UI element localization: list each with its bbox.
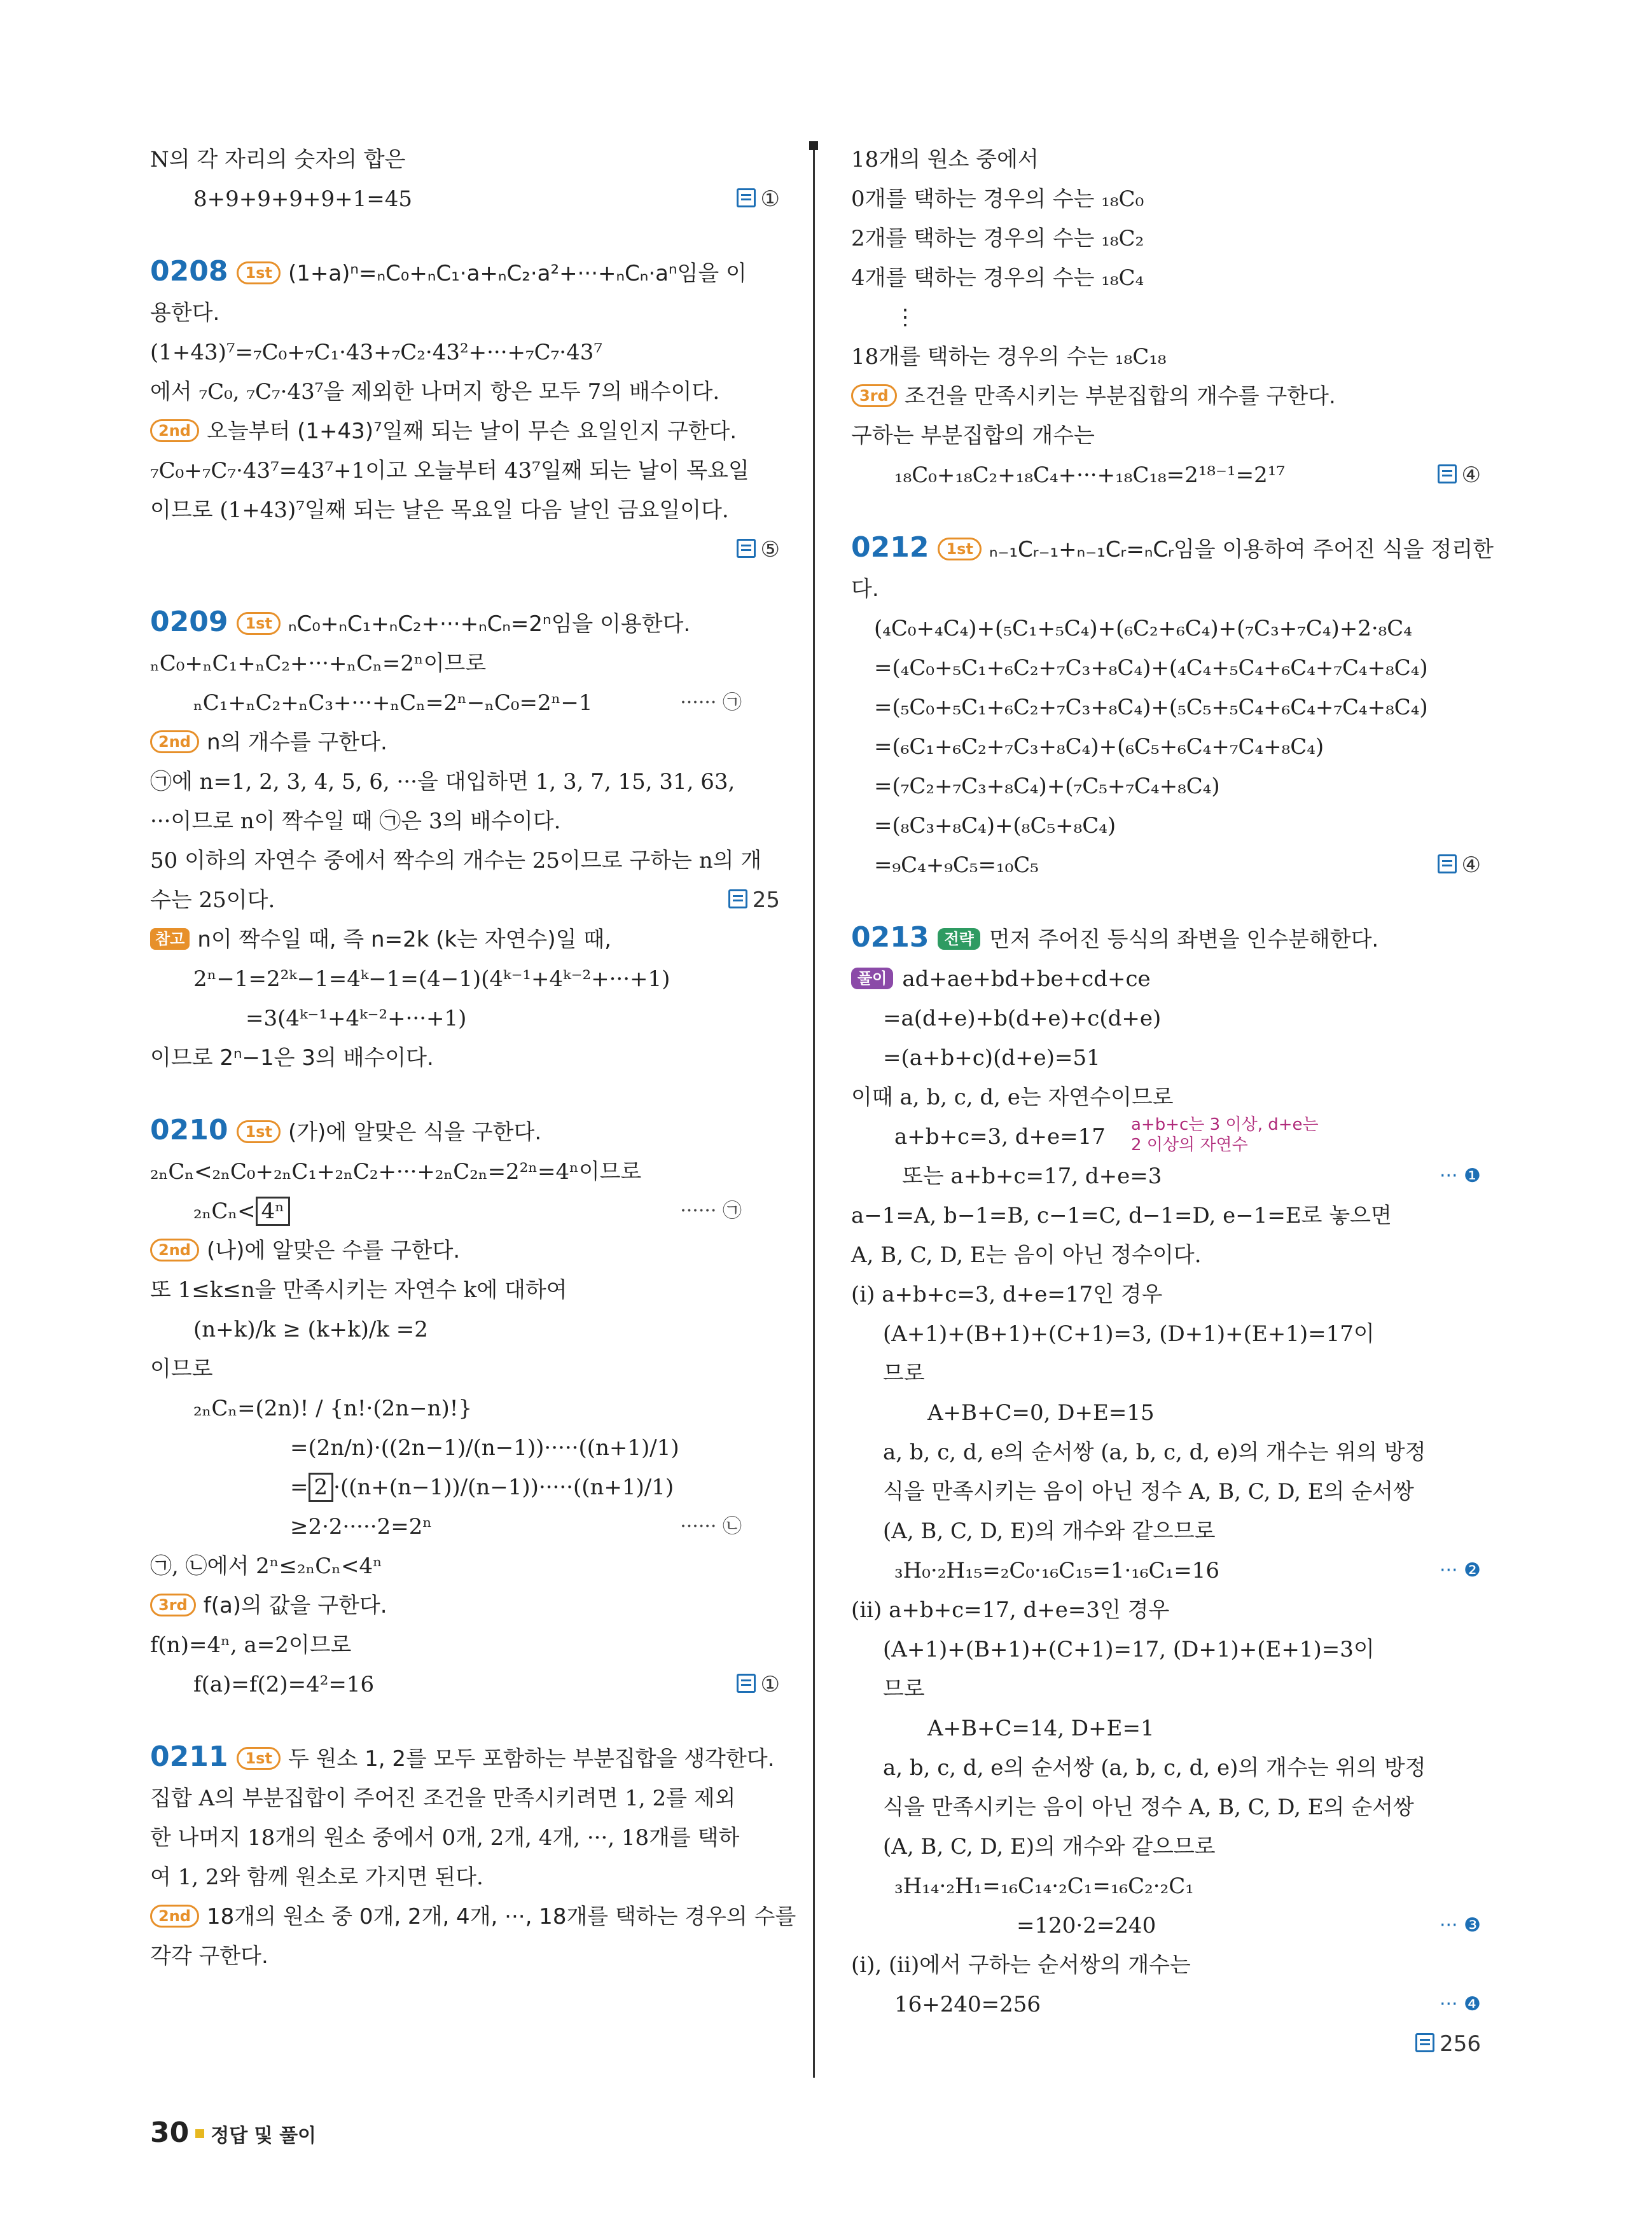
step-badge: 1st <box>237 1747 280 1770</box>
problem-number: 0212 <box>851 531 929 564</box>
text-line: N의 각 자리의 숫자의 합은 <box>150 147 406 172</box>
problem-header <box>150 1111 780 1152</box>
equation-label: ······ ㉠ <box>680 1200 742 1222</box>
equation-line: f(n)=4ⁿ, a=2이므로 <box>150 1632 352 1658</box>
step-hint: ₙC₀+ₙC₁+ₙC₂+···+ₙCₙ=2ⁿ임을 이용한다. <box>288 611 691 637</box>
answer-value: 25 <box>752 887 780 913</box>
problem-number: 0213 <box>851 921 929 954</box>
page-footer <box>150 2113 316 2156</box>
note-text: n이 짝수일 때, 즉 n=2k (k는 자연수)일 때, <box>197 927 611 952</box>
problem-0211 <box>150 1737 796 1976</box>
annotation-text: 2 이상의 자연수 <box>1131 1136 1248 1155</box>
equation-line: =(₅C₀+₅C₁+₆C₂+₇C₃+₈C₄)+(₅C₅+₅C₄+₆C₄+₇C₄+₈C₄) <box>874 695 1428 720</box>
equation: = <box>290 1475 309 1500</box>
equation-line: A+B+C=0, D+E=15 <box>927 1400 1155 1426</box>
step-badge: 1st <box>237 612 280 635</box>
text-line: 므로 <box>883 1361 925 1386</box>
problem-0213 <box>851 918 1481 2064</box>
text-line: 에서 ₇C₀, ₇C₇·43⁷을 제외한 나머지 항은 모두 7의 배수이다. <box>150 379 720 405</box>
equation-label: ······ ㉡ <box>680 1515 742 1538</box>
equation-line <box>851 845 1481 885</box>
step-badge: 2nd <box>150 1239 199 1261</box>
column-divider <box>813 145 815 2078</box>
equation-line <box>150 179 780 219</box>
equation-line: =a(d+e)+b(d+e)+c(d+e) <box>883 1006 1162 1031</box>
problem-header <box>150 1737 780 1779</box>
equation-line: =(a+b+c)(d+e)=51 <box>883 1045 1100 1071</box>
text-line: 이므로 (1+43)⁷일째 되는 날은 목요일 다음 날인 금요일이다. <box>150 497 729 523</box>
problem-header <box>150 252 780 293</box>
text-line: ㉠에 n=1, 2, 3, 4, 5, 6, ···을 대입하면 1, 3, 7, 15, 31, 63, <box>150 769 735 795</box>
text-line: 식을 만족시키는 음이 아닌 정수 A, B, C, D, E의 순서쌍 <box>883 1479 1414 1505</box>
answer-mark <box>1415 2024 1481 2064</box>
step-line <box>150 723 780 762</box>
equation: a+b+c=3, d+e=17 <box>894 1124 1106 1150</box>
text-line: (A, B, C, D, E)의 개수와 같으므로 <box>883 1834 1216 1859</box>
equation-line: ₙC₀+ₙC₁+ₙC₂+···+ₙCₙ=2ⁿ이므로 <box>150 651 487 676</box>
equation-line <box>851 1157 1481 1196</box>
equation: ₙC₁+ₙC₂+ₙC₃+···+ₙCₙ=2ⁿ−ₙC₀=2ⁿ−1 <box>193 690 593 716</box>
text-line: 용한다. <box>150 300 220 326</box>
answer-line <box>150 530 780 569</box>
step-badge: 2nd <box>150 1905 199 1928</box>
text-line: 0개를 택하는 경우의 수는 ₁₈C₀ <box>851 186 1144 212</box>
equation-line: =3(4ᵏ⁻¹+4ᵏ⁻²+···+1) <box>246 1006 467 1031</box>
equation-line <box>851 455 1481 495</box>
text-line: a−1=A, b−1=B, c−1=C, d−1=D, e−1=E로 놓으면 <box>851 1203 1392 1228</box>
answer-mark <box>737 179 780 219</box>
equation: f(a)=f(2)=4²=16 <box>193 1672 375 1697</box>
step-badge: 1st <box>237 1120 280 1143</box>
equation-label: ······ ㉠ <box>680 692 742 714</box>
equation: =120·2=240 <box>1017 1913 1156 1938</box>
step-hint: 18개의 원소 중 0개, 2개, 4개, ···, 18개를 택하는 경우의 수를 <box>206 1904 796 1929</box>
step-hint: 두 원소 1, 2를 모두 포함하는 부분집합을 생각한다. <box>288 1746 775 1772</box>
equation-line <box>150 683 780 723</box>
equation-line: ₂ₙCₙ<₂ₙC₀+₂ₙC₁+₂ₙC₂+···+₂ₙC₂ₙ=2²ⁿ=4ⁿ이므로 <box>150 1159 642 1185</box>
problem-number: 0210 <box>150 1114 228 1146</box>
text-line: (i), (ii)에서 구하는 순서쌍의 개수는 <box>851 1952 1191 1978</box>
solution-line <box>851 959 1481 999</box>
equation: 16+240=256 <box>894 1992 1041 2017</box>
step-reference: ··· ❷ <box>1439 1559 1481 1581</box>
text-line: 50 이하의 자연수 중에서 짝수의 개수는 25이므로 구하는 n의 개 <box>150 848 762 873</box>
step-badge: 3rd <box>150 1594 196 1616</box>
answer-value: ④ <box>1461 852 1481 878</box>
problem-header <box>851 528 1494 569</box>
problem-number: 0209 <box>150 606 228 638</box>
equation-line: ㉠, ㉡에서 2ⁿ≤₂ₙCₙ<4ⁿ <box>150 1553 382 1579</box>
problem-number: 0211 <box>150 1741 228 1773</box>
equation-line: A+B+C=14, D+E=1 <box>927 1716 1155 1741</box>
intro-block <box>150 140 780 219</box>
equation: ₂ₙCₙ< <box>193 1199 256 1224</box>
step-badge: 1st <box>237 261 280 284</box>
equation-line: ₂ₙCₙ=(2n)! / {n!·(2n−n)!} <box>193 1396 473 1421</box>
answer-icon <box>728 889 747 908</box>
step-line <box>150 1897 796 1936</box>
note-badge: 참고 <box>150 928 190 950</box>
solution-badge: 풀이 <box>851 968 893 989</box>
problem-header <box>150 602 780 644</box>
vertical-ellipsis: ⋮ <box>894 305 916 330</box>
step-hint: n의 개수를 구한다. <box>206 730 387 755</box>
answer-mark <box>1438 455 1481 495</box>
annotation-note <box>1131 1115 1319 1155</box>
equation: =₉C₄+₉C₅=₁₀C₅ <box>874 852 1039 878</box>
equation: 또는 a+b+c=17, d+e=3 <box>902 1164 1162 1189</box>
equation: ≥2·2·····2=2ⁿ <box>290 1514 433 1539</box>
equation-line: ₃H₁₄·₂H₁=₁₆C₁₄·₂C₁=₁₆C₂·₂C₁ <box>894 1873 1194 1899</box>
equation-line: (n+k)/k ≥ (k+k)/k =2 <box>193 1317 428 1342</box>
text-line: 므로 <box>883 1676 925 1702</box>
step-hint: 오늘부터 (1+43)⁷일째 되는 날이 무슨 요일인지 구한다. <box>206 419 737 444</box>
text-line: (A, B, C, D, E)의 개수와 같으므로 <box>883 1519 1216 1544</box>
text-line: ···이므로 n이 짝수일 때 ㉠은 3의 배수이다. <box>150 809 561 834</box>
answer-value: ① <box>760 186 780 212</box>
text-line: 또 1≤k≤n을 만족시키는 자연수 k에 대하여 <box>150 1277 567 1303</box>
answer-icon <box>1438 854 1457 873</box>
problem-0208 <box>150 252 780 569</box>
text-line: 18개의 원소 중에서 <box>851 147 1039 172</box>
text-line: a, b, c, d, e의 순서쌍 (a, b, c, d, e)의 개수는 위의 방정 <box>883 1755 1426 1781</box>
equation-line: =(₄C₀+₅C₁+₆C₂+₇C₃+₈C₄)+(₄C₄+₅C₄+₆C₄+₇C₄+₈C₄) <box>874 655 1428 681</box>
text-line: ₇C₀+₇C₇·43⁷=43⁷+1이고 오늘부터 43⁷일째 되는 날이 목요일 <box>150 458 749 483</box>
equation-line <box>150 1507 780 1546</box>
text-line: 구하는 부분집합의 개수는 <box>851 423 1095 448</box>
answer-mark <box>728 880 780 920</box>
step-reference: ··· ❹ <box>1439 1993 1481 2015</box>
step-badge: 2nd <box>150 419 199 442</box>
answer-icon <box>1438 464 1457 483</box>
text-line: 이므로 <box>150 1356 213 1382</box>
answer-box: 4ⁿ <box>256 1197 290 1226</box>
equation-line: =(₆C₁+₆C₂+₇C₃+₈C₄)+(₆C₅+₆C₄+₇C₄+₈C₄) <box>874 734 1324 760</box>
step-line <box>851 377 1481 416</box>
step-badge: 3rd <box>851 384 897 407</box>
equation-line <box>851 1551 1481 1590</box>
step-hint: 조건을 만족시키는 부분집합의 개수를 구한다. <box>904 384 1336 409</box>
right-column <box>851 140 1494 2064</box>
footer-square-icon <box>195 2129 204 2138</box>
equation-line <box>851 1985 1481 2024</box>
problem-0209 <box>150 602 780 1078</box>
note-line <box>150 920 780 959</box>
answer-value: ① <box>760 1672 780 1697</box>
step-hint: (1+a)ⁿ=ₙC₀+ₙC₁·a+ₙC₂·a²+···+ₙCₙ·aⁿ임을 이 <box>288 261 747 286</box>
text-line: 18개를 택하는 경우의 수는 ₁₈C₁₈ <box>851 344 1167 370</box>
text-line: a, b, c, d, e의 순서쌍 (a, b, c, d, e)의 개수는 위의 방정 <box>883 1440 1426 1465</box>
answer-value: ⑤ <box>760 537 780 562</box>
text-line <box>150 880 780 920</box>
text-line: 식을 만족시키는 음이 아닌 정수 A, B, C, D, E의 순서쌍 <box>883 1795 1414 1820</box>
step-line <box>150 1231 780 1270</box>
page-number: 30 <box>150 2116 190 2149</box>
strategy-text: 먼저 주어진 등식의 좌변을 인수분해한다. <box>989 927 1379 952</box>
text-line: 이므로 2ⁿ−1은 3의 배수이다. <box>150 1045 434 1071</box>
equation-line <box>851 1906 1481 1945</box>
equation-line: =(₈C₃+₈C₄)+(₈C₅+₈C₄) <box>874 813 1116 838</box>
text-line: 각각 구한다. <box>150 1943 268 1969</box>
step-line <box>150 412 780 451</box>
equation-line: 2ⁿ−1=2²ᵏ−1=4ᵏ−1=(4−1)(4ᵏ⁻¹+4ᵏ⁻²+···+1) <box>193 966 670 992</box>
case-heading: (i) a+b+c=3, d+e=17인 경우 <box>851 1282 1163 1307</box>
answer-mark <box>1438 845 1481 885</box>
problem-header <box>851 918 1481 959</box>
step-badge: 2nd <box>150 730 199 753</box>
text-line: A, B, C, D, E는 음이 아닌 정수이다. <box>851 1242 1202 1268</box>
equation-line: (A+1)+(B+1)+(C+1)=17, (D+1)+(E+1)=3이 <box>883 1637 1375 1662</box>
step-hint: f(a)의 값을 구한다. <box>203 1593 387 1618</box>
equation-line <box>150 1665 780 1704</box>
step-badge: 1st <box>938 538 981 560</box>
annotation-text: a+b+c는 3 이상, d+e는 <box>1131 1115 1319 1134</box>
answer-icon <box>1415 2033 1434 2052</box>
equation-line <box>150 1192 780 1231</box>
problem-0210 <box>150 1111 780 1704</box>
equation-line: =(₇C₂+₇C₃+₈C₄)+(₇C₅+₇C₄+₈C₄) <box>874 774 1220 799</box>
step-hint: (가)에 알맞은 식을 구한다. <box>288 1120 542 1145</box>
problem-0211-continued <box>851 140 1481 495</box>
equation-line <box>851 1117 1481 1157</box>
equation-line <box>150 1468 780 1507</box>
equation: ·((n+(n−1))/(n−1))·····((n+1)/1) <box>333 1475 674 1500</box>
equation-line: (₄C₀+₄C₄)+(₅C₁+₅C₄)+(₆C₂+₆C₄)+(₇C₃+₇C₄)+2·₈C₄ <box>874 616 1412 641</box>
text-line: 4개를 택하는 경우의 수는 ₁₈C₄ <box>851 265 1144 291</box>
answer-value: ④ <box>1461 462 1481 488</box>
strategy-badge: 전략 <box>938 928 980 950</box>
column-divider-dot <box>809 141 818 150</box>
text: 수는 25이다. <box>150 887 275 913</box>
text-line: 2개를 택하는 경우의 수는 ₁₈C₂ <box>851 226 1144 251</box>
equation: ₃H₀·₂H₁₅=₂C₀·₁₆C₁₅=1·₁₆C₁=16 <box>894 1558 1219 1583</box>
step-hint: ₙ₋₁Cᵣ₋₁+ₙ₋₁Cᵣ=ₙCᵣ임을 이용하여 주어진 식을 정리한 <box>989 537 1494 562</box>
step-reference: ··· ❶ <box>1439 1165 1481 1187</box>
answer-icon <box>737 1674 756 1693</box>
equation-line: (1+43)⁷=₇C₀+₇C₁·43+₇C₂·43²+···+₇C₇·43⁷ <box>150 340 602 365</box>
answer-box: 2 <box>309 1473 334 1502</box>
answer-mark <box>737 530 780 569</box>
step-line <box>150 1586 780 1625</box>
step-hint: (나)에 알맞은 수를 구한다. <box>206 1238 461 1263</box>
text-line: 한 나머지 18개의 원소 중에서 0개, 2개, 4개, ···, 18개를 택하 <box>150 1825 740 1851</box>
answer-icon <box>737 539 756 558</box>
footer-title: 정답 및 풀이 <box>211 2125 317 2147</box>
case-heading: (ii) a+b+c=17, d+e=3인 경우 <box>851 1597 1170 1623</box>
answer-icon <box>737 188 756 207</box>
equation: 8+9+9+9+9+1=45 <box>193 186 412 212</box>
text-line: 이때 a, b, c, d, e는 자연수이므로 <box>851 1085 1174 1110</box>
equation-line: (A+1)+(B+1)+(C+1)=3, (D+1)+(E+1)=17이 <box>883 1321 1375 1347</box>
text-line: 여 1, 2와 함께 원소로 가지면 된다. <box>150 1865 483 1890</box>
left-column <box>150 140 796 1976</box>
equation: ₁₈C₀+₁₈C₂+₁₈C₄+···+₁₈C₁₈=2¹⁸⁻¹=2¹⁷ <box>894 462 1285 488</box>
text-line: 집합 A의 부분집합이 주어진 조건을 만족시키려면 1, 2를 제외 <box>150 1786 736 1811</box>
answer-line <box>851 2024 1481 2064</box>
equation: ad+ae+bd+be+cd+ce <box>902 966 1151 992</box>
text-line: 다. <box>851 576 879 602</box>
step-reference: ··· ❸ <box>1439 1914 1481 1936</box>
problem-number: 0208 <box>150 255 228 288</box>
equation-line: =(2n/n)·((2n−1)/(n−1))·····((n+1)/1) <box>290 1435 679 1461</box>
answer-mark <box>737 1665 780 1704</box>
answer-value: 256 <box>1440 2031 1481 2057</box>
problem-0212 <box>851 528 1494 885</box>
